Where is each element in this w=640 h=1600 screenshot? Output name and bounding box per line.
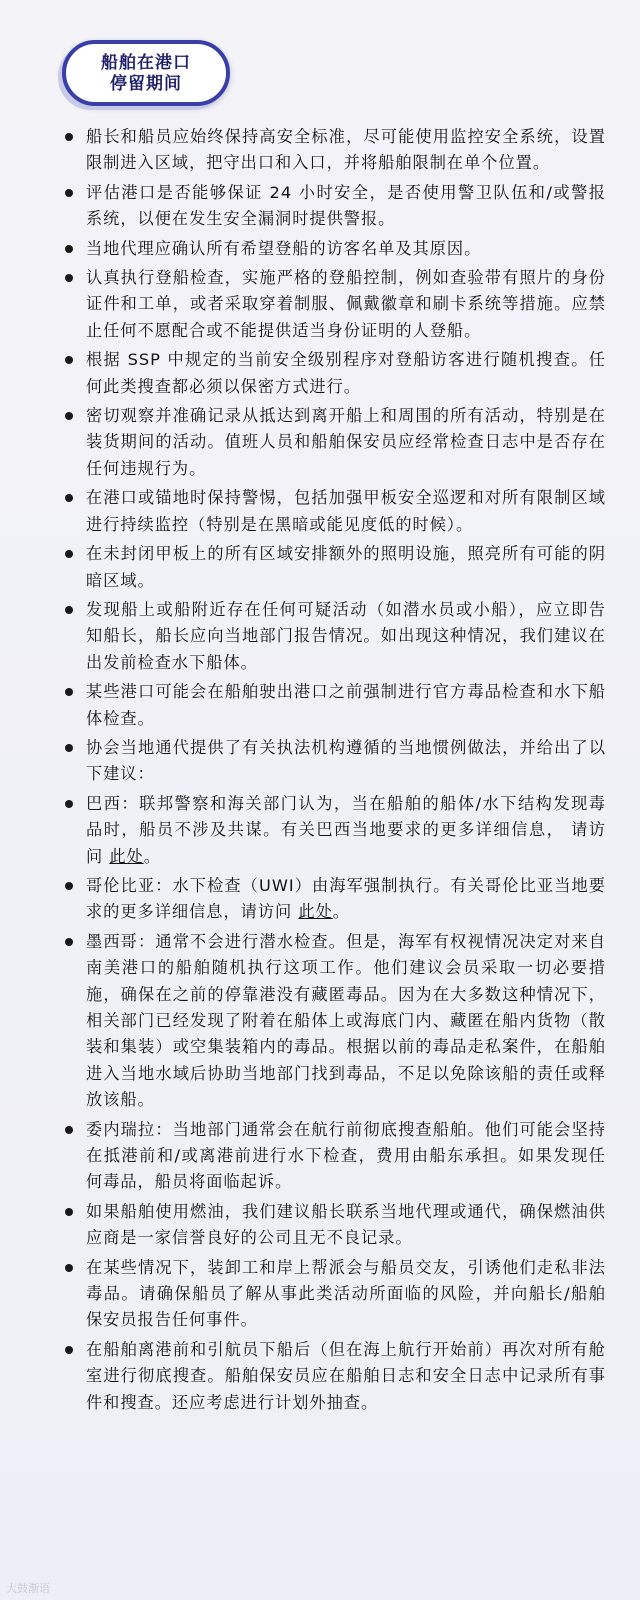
list-item-text: 发现船上或船附近存在任何可疑活动（如潜水员或小船），应立即告知船长，船长应向当地部门报告情况。如出现这种情况，我们建议在出发前检查水下船体。 (86, 599, 606, 672)
bullet-icon (65, 1208, 73, 1216)
list-item-text: 在某些情况下，装卸工和岸上帮派会与船员交友，引诱他们走私非法毒品。请确保船员了解从事此类活动所面临的风险，并向船长/船舶保安员报告任何事件。 (86, 1257, 606, 1330)
list-item (86, 180, 606, 233)
bullet-icon (65, 133, 73, 141)
section-title-line-1: 船舶在港口 (101, 53, 191, 73)
list-item-text: 船长和船员应始终保持高安全标准，尽可能使用监控安全系统，设置限制进入区域，把守出口和入口，并将船舶限制在单个位置。 (86, 127, 606, 173)
list-item-mexico (86, 929, 606, 1114)
bullet-icon (65, 938, 73, 946)
list-item (86, 236, 606, 262)
list-item (86, 485, 606, 538)
bullet-icon (65, 356, 73, 364)
bullet-icon (65, 1126, 73, 1134)
list-item-text: 墨西哥：通常不会进行潜水检查。但是，海军有权视情况决定对来自南美港口的船舶随机执行这项工作。他们建议会员采取一切必要措施，确保在之前的停靠港没有藏匿毒品。因为在大多数这种情况下，相关部门已经发现了附着在船体上或海底门内、藏匿在船内货物（散装和集装）或空集装箱内的毒品。根据以前的毒品走私案件，在船舶进入当地水域后协助当地部门找到毒品，不足以免除该船的责任或释放该船。 (86, 931, 606, 1110)
bullet-icon (65, 274, 73, 282)
list-item-text: 哥伦比亚：水下检查（UWI）由海军强制执行。有关哥伦比亚当地要求的更多详细信息，请访问 (86, 875, 606, 922)
list-item (86, 1199, 606, 1252)
list-item-text: 密切观察并准确记录从抵达到离开船上和周围的所有活动，特别是在装货期间的活动。值班人员和船舶保安员应经常检查日志中是否存在任何违规行为。 (86, 406, 606, 478)
guideline-list (86, 124, 606, 1419)
bullet-icon (65, 412, 73, 420)
list-item-text-end: 。 (332, 902, 350, 922)
section-title-badge (62, 40, 230, 106)
list-item-text: 协会当地通代提供了有关执法机构遵循的当地惯例做法，并给出了以下建议： (86, 737, 606, 784)
list-item-text: 认真执行登船检查，实施严格的登船控制，例如查验带有照片的身份证件和工单，或者采取穿着制服、佩戴徽章和刷卡系统等措施。应禁止任何不愿配合或不能提供适当身份证明的人登船。 (86, 268, 606, 340)
list-item-text: 当地代理应确认所有希望登船的访客名单及其原因。 (86, 238, 482, 258)
bullet-icon (65, 606, 73, 614)
section-title-line-2: 停留期间 (110, 74, 182, 94)
list-item-venezuela (86, 1117, 606, 1196)
list-item (86, 403, 606, 482)
list-item (86, 679, 606, 732)
list-item (86, 347, 606, 400)
list-item (86, 1337, 606, 1416)
colombia-here-link[interactable]: 此处 (298, 902, 333, 922)
list-item-colombia (86, 873, 606, 926)
bullet-icon (65, 744, 73, 752)
bullet-icon (65, 550, 73, 558)
list-item (86, 735, 606, 788)
list-item-text: 如果船舶使用燃油，我们建议船长联系当地代理或通代，确保燃油供应商是一家信誉良好的公司且无不良记录。 (86, 1201, 606, 1248)
bullet-icon (65, 1346, 73, 1354)
list-item-text: 根据 SSP 中规定的当前安全级别程序对登船访客进行随机搜查。任何此类搜查都必须以保密方式进行。 (86, 350, 606, 396)
list-item-text: 在未封闭甲板上的所有区域安排额外的照明设施，照亮所有可能的阴暗区域。 (86, 544, 606, 590)
list-item-text: 评估港口是否能够保证 24 小时安全，是否使用警卫队伍和/或警报系统，以便在发生安全漏洞时提供警报。 (86, 182, 606, 229)
list-item-text-end: 。 (143, 846, 161, 866)
list-item-brazil (86, 791, 606, 870)
list-item-text: 某些港口可能会在船舶驶出港口之前强制进行官方毒品检查和水下船体检查。 (86, 682, 606, 728)
list-item (86, 265, 606, 344)
bullet-icon (65, 800, 73, 808)
list-item (86, 1255, 606, 1334)
bullet-icon (65, 245, 73, 253)
bullet-icon (65, 882, 73, 890)
watermark: 大鼓渐语 (6, 1582, 50, 1595)
list-item-text: 巴西：联邦警察和海关部门认为，当在船舶的船体/水下结构发现毒品时，船员不涉及共谋。有关巴西当地要求的更多详细信息， 请访问 (86, 793, 606, 866)
list-item-text: 委内瑞拉：当地部门通常会在航行前彻底搜查船舶。他们可能会坚持在抵港前和/或离港前进行水下检查，费用由船东承担。如果发现任何毒品，船员将面临起诉。 (86, 1119, 606, 1192)
bullet-icon (65, 189, 73, 197)
bullet-icon (65, 494, 73, 502)
list-item (86, 541, 606, 594)
bullet-icon (65, 688, 73, 696)
list-item (86, 124, 606, 177)
bullet-icon (65, 1264, 73, 1272)
list-item-text: 在港口或锚地时保持警惕，包括加强甲板安全巡逻和对所有限制区域进行持续监控（特别是在黑暗或能见度低的时候）。 (86, 488, 606, 534)
list-item (86, 597, 606, 676)
brazil-here-link[interactable]: 此处 (109, 846, 144, 866)
list-item-text: 在船舶离港前和引航员下船后（但在海上航行开始前）再次对所有舱室进行彻底搜查。船舶保安员应在船舶日志和安全日志中记录所有事件和搜查。还应考虑进行计划外抽查。 (86, 1339, 606, 1412)
